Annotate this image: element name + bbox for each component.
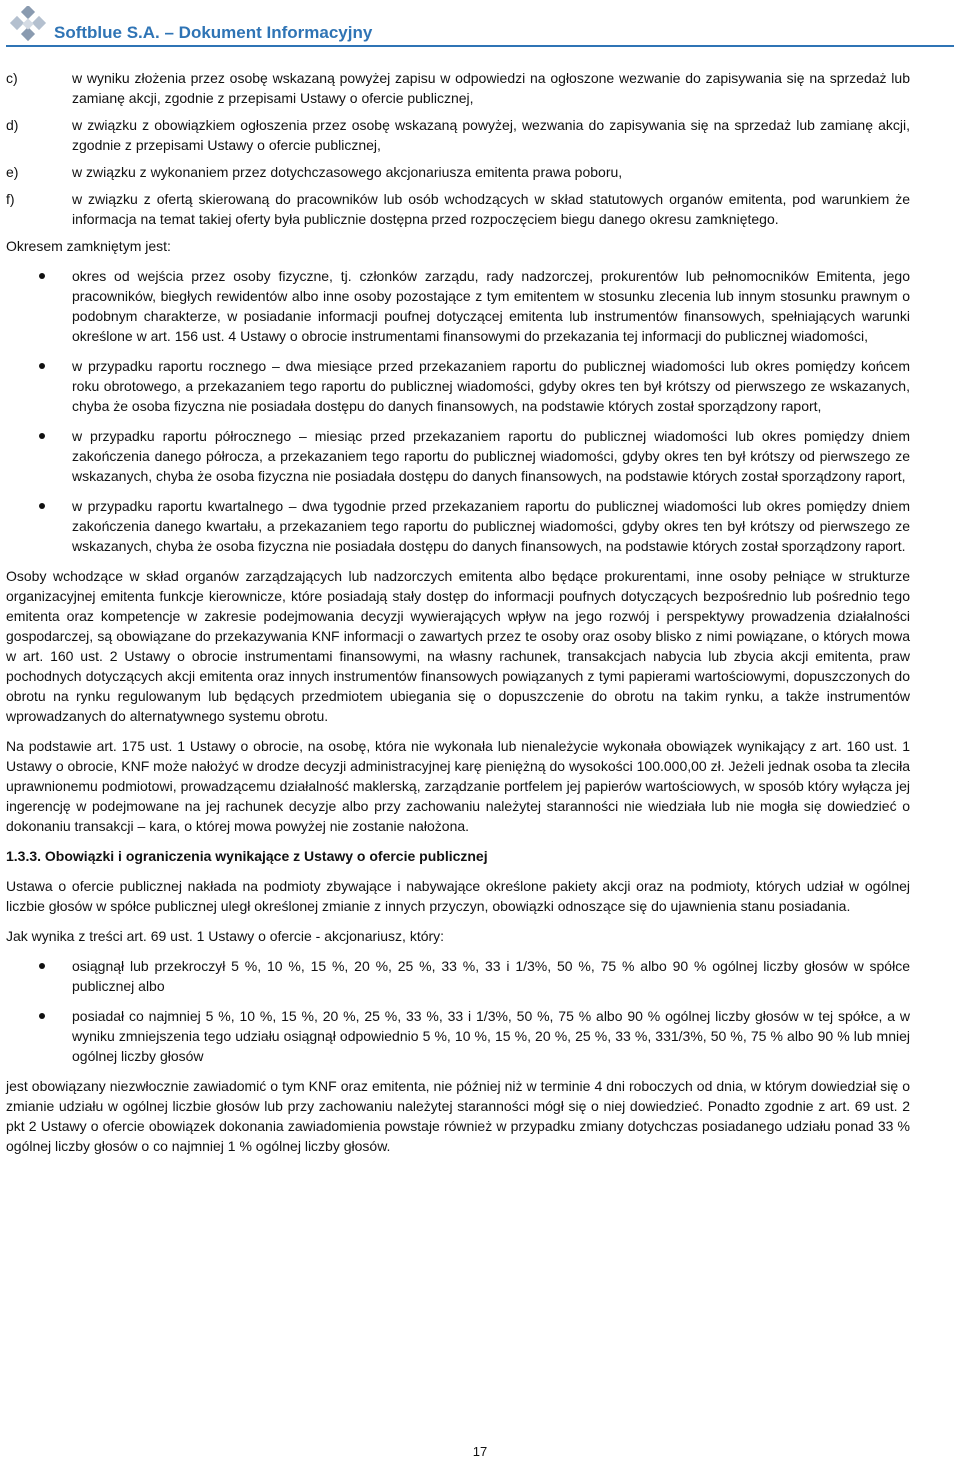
bullet-dot-icon (39, 433, 45, 439)
art69-intro: Jak wynika z treści art. 69 ust. 1 Ustawy o ofercie - akcjonariusz, który: (6, 928, 445, 944)
paragraph-offer-act: Ustawa o ofercie publicznej nakłada na podmioty zbywające i nabywające określone pakiety akcji oraz na podmioty, których udział w ogólnej liczbie głosów w spółce publicznej uległ określonej zmianie z innych przyczyn, obowiązki odnoszące się do ujawnienia stanu posiadania. (6, 878, 910, 914)
list-item (6, 68, 910, 108)
bullet-dot-icon (39, 1013, 45, 1019)
bullet-item (6, 426, 910, 486)
section-heading: 1.3.3. Obowiązki i ograniczenia wynikające z Ustawy o ofercie publicznej (6, 848, 488, 864)
bullet-text: w przypadku raportu kwartalnego – dwa tygodnie przed przekazaniem raportu do publicznej wiadomości lub okres pomiędzy dniem zakończenia danego kwartału, a przekazaniem tego raportu do publicznej wiadomości, gdyby okres ten był krótszy od pierwszego ze wskazanych, chyba że osoba fizyczna nie posiadała dostępu do danych finansowych, na podstawie których został sporządzony raport. (72, 498, 910, 554)
bullet-text: w przypadku raportu rocznego – dwa miesiące przed przekazaniem raportu do publicznej wiadomości lub okres pomiędzy końcem roku obrotowego, a przekazaniem tego raportu do publicznej wiadomości, gdyby okres ten był krótszy od pierwszego ze wskazanych, chyba że osoba fizyczna nie posiadała dostępu do danych finansowych, na podstawie których został sporządzony raport, (72, 358, 910, 414)
list-item-text: w związku z obowiązkiem ogłoszenia przez osobę wskazaną powyżej, wezwania do zapisywania się na sprzedaż lub zamianę akcji, zgodnie z przepisami Ustawy o ofercie publicznej, (72, 117, 910, 153)
bullet-dot-icon (39, 503, 45, 509)
document-header-title: Softblue S.A. – Dokument Informacyjny (54, 23, 373, 42)
bullet-dot-icon (39, 963, 45, 969)
list-item-text: w wyniku złożenia przez osobę wskazaną powyżej zapisu w odpowiedzi na ogłoszone wezwanie do zapisywania się na sprzedaż lub zamianę akcji, zgodnie z przepisami Ustawy o ofercie publicznej, (72, 70, 910, 106)
list-item (6, 162, 910, 182)
bullet-item (6, 1006, 910, 1066)
list-letter: f) (6, 191, 15, 207)
list-letter: c) (6, 70, 18, 86)
bullet-item (6, 266, 910, 346)
list-letter: e) (6, 164, 19, 180)
header-divider (6, 45, 954, 47)
document-body (6, 68, 910, 1166)
bullet-item (6, 496, 910, 556)
bullet-text: posiadał co najmniej 5 %, 10 %, 15 %, 20 %, 25 %, 33 %, 33 i 1/3%, 50 %, 75 % albo 90 % ogólnej liczby głosów w tej spółce, a w wyniku zmniejszenia tego udziału osiągnął odpowiednio 5 %, 10 %, 15 %, 20 %, 25 %, 33 %, 331/3%, 50 %, 75 % albo 90 % lub mniej ogólnej liczby głosów (72, 1008, 910, 1064)
paragraph-persons: Osoby wchodzące w skład organów zarządzających lub nadzorczych emitenta albo będące prokurentami, inne osoby pełniące w strukturze organizacyjnej emitenta funkcje kierownicze, które posiadają stały dostęp do informacji poufnych dotyczących bezpośrednio lub pośrednio tego emitenta oraz kompetencje w zakresie podejmowania decyzji wywierających wpływ na jego rozwój i perspektywy prowadzenia działalności gospodarczej, są obowiązane do przekazywania KNF informacji o zawartych przez te osoby oraz osoby blisko z nimi powiązane, o których mowa w art. 160 ust. 2 Ustawy o obrocie instrumentami finansowymi, na własny rachunek, transakcjach nabycia lub zbycia akcji emitenta, praw pochodnych dotyczących akcji emitenta oraz innych instrumentów finansowych powiązanych z tymi papierami wartościowymi, dopuszczonych do obrotu na rynku regulowanym lub będących przedmiotem ubiegania się o dopuszczenie do obrotu na takim rynku, a także instrumentów wprowadzanych do alternatywnego systemu obrotu. (6, 568, 910, 724)
list-item (6, 189, 910, 229)
page-number: 17 (472, 1444, 488, 1459)
softblue-logo-icon (8, 6, 48, 44)
closed-period-intro: Okresem zamkniętym jest: (6, 238, 171, 254)
bullet-text: okres od wejścia przez osoby fizyczne, tj. członków zarządu, rady nadzorczej, prokurentów lub pełnomocników Emitenta, jego pracowników, biegłych rewidentów albo inne osoby pozostające z tym emitentem w stosunku zlecenia lub innym stosunku prawnym o podobnym charakterze, w posiadanie informacji poufnej dotyczącej emitenta lub instrumentów finansowych, spełniających warunki określone w art. 156 ust. 4 Ustawy o obrocie instrumentami finansowymi do przekazania tej informacji do publicznej wiadomości, (72, 268, 910, 344)
paragraph-obligation: jest obowiązany niezwłocznie zawiadomić o tym KNF oraz emitenta, nie później niż w terminie 4 dni roboczych od dnia, w którym dowiedział się o zmianie udziału w ogólnej liczbie głosów lub przy zachowaniu należytej staranności mógł się o niej dowiedzieć. Ponadto zgodnie z art. 69 ust. 2 pkt 2 Ustawy o ofercie obowiązek dokonania zawiadomienia powstaje również w przypadku zmiany dotychczas posiadanego udziału ponad 33 % ogólnej liczby głosów o co najmniej 1 % ogólnej liczby głosów. (6, 1078, 910, 1154)
bullet-item (6, 356, 910, 416)
bullet-text: osiągnął lub przekroczył 5 %, 10 %, 15 %, 20 %, 25 %, 33 %, 33 i 1/3%, 50 %, 75 % albo 90 % ogólnej liczby głosów w spółce publicznej albo (72, 958, 910, 994)
bullet-text: w przypadku raportu półrocznego – miesiąc przed przekazaniem raportu do publicznej wiadomości lub okres pomiędzy dniem zakończenia danego półrocza, a przekazaniem tego raportu do publicznej wiadomości, gdyby okres ten był krótszy od pierwszego ze wskazanych, chyba że osoba fizyczna nie posiadała dostępu do danych finansowych, na podstawie których został sporządzony raport, (72, 428, 910, 484)
paragraph-penalty: Na podstawie art. 175 ust. 1 Ustawy o obrocie, na osobę, która nie wykonała lub nienależycie wykonała obowiązek wynikający z art. 160 ust. 1 Ustawy o obrocie, KNF może nałożyć w drodze decyzji administracyjnej karę pieniężną do wysokości 100.000,00 zł. Jeżeli jednak osoba ta zleciła uprawnionemu podmiotowi, prowadzącemu działalność maklerską, zarządzanie portfelem jej papierów wartościowych, w sposób który wyłącza jej ingerencję w podejmowane na jej rachunek decyzje albo przy zachowaniu należytej staranności nie wiedziała lub nie mogła się dowiedzieć o dokonaniu transakcji – kara, o której mowa powyżej nie zostanie nałożona. (6, 738, 910, 834)
list-item-text: w związku z wykonaniem przez dotychczasowego akcjonariusza emitenta prawa poboru, (72, 164, 623, 180)
list-item (6, 115, 910, 155)
bullet-dot-icon (39, 273, 45, 279)
bullet-dot-icon (39, 363, 45, 369)
list-letter: d) (6, 117, 19, 133)
page-header (0, 0, 960, 52)
bullet-item (6, 956, 910, 996)
list-item-text: w związku z ofertą skierowaną do pracowników lub osób wchodzących w skład statutowych organów emitenta, pod warunkiem że informacja na temat takiej oferty była publicznie dostępna przed rozpoczęciem biegu danego okresu zamkniętego. (72, 191, 910, 227)
